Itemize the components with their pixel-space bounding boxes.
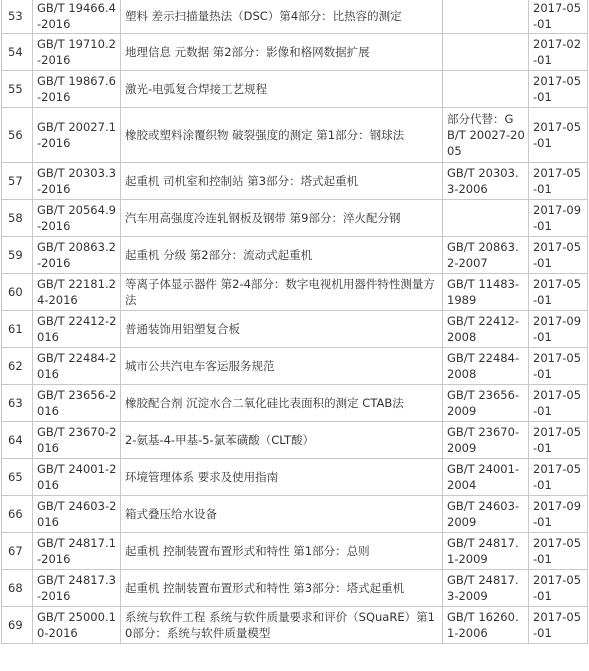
replaced-standard: GB/T 24817.3-2009	[443, 570, 529, 607]
replaced-standard: GB/T 20863.2-2007	[443, 237, 529, 274]
table-row	[2, 311, 588, 348]
replaced-standard	[443, 71, 529, 108]
standard-title: 环境管理体系 要求及使用指南	[121, 459, 443, 496]
replaced-standard: GB/T 20303.3-2006	[443, 163, 529, 200]
standard-code: GB/T 20027.1-2016	[33, 108, 121, 163]
effective-date: 2017-09-01	[529, 200, 588, 237]
effective-date: 2017-05-01	[529, 607, 588, 644]
effective-date: 2017-05-01	[529, 108, 588, 163]
table-row	[2, 200, 588, 237]
standard-code: GB/T 24603-2016	[33, 496, 121, 533]
table-row	[2, 0, 588, 34]
replaced-standard: GB/T 22484-2008	[443, 348, 529, 385]
table-row	[2, 459, 588, 496]
replaced-standard	[443, 200, 529, 237]
standard-code: GB/T 20303.3-2016	[33, 163, 121, 200]
standard-title: 城市公共汽电车客运服务规范	[121, 348, 443, 385]
replaced-standard	[443, 0, 529, 34]
standard-code: GB/T 24817.3-2016	[33, 570, 121, 607]
standard-title: 起重机 控制装置布置形式和特性 第1部分：总则	[121, 533, 443, 570]
table-row	[2, 385, 588, 422]
table-row	[2, 237, 588, 274]
replaced-standard: GB/T 24001-2004	[443, 459, 529, 496]
replaced-standard: GB/T 22412-2008	[443, 311, 529, 348]
replaced-standard: GB/T 11483-1989	[443, 274, 529, 311]
table-row	[2, 422, 588, 459]
table-row	[2, 34, 588, 71]
standard-title: 橡胶配合剂 沉淀水合二氧化硅比表面积的测定 CTAB法	[121, 385, 443, 422]
row-number: 54	[2, 34, 33, 71]
standard-code: GB/T 19867.6-2016	[33, 71, 121, 108]
standard-code: GB/T 22181.24-2016	[33, 274, 121, 311]
table-row	[2, 496, 588, 533]
replaced-standard: 部分代替：GB/T 20027-2005	[443, 108, 529, 163]
standards-table-body	[2, 0, 588, 644]
replaced-standard: GB/T 23656-2009	[443, 385, 529, 422]
table-row	[2, 533, 588, 570]
effective-date: 2017-05-01	[529, 459, 588, 496]
effective-date: 2017-05-01	[529, 348, 588, 385]
table-row	[2, 570, 588, 607]
row-number: 58	[2, 200, 33, 237]
effective-date: 2017-09-01	[529, 496, 588, 533]
row-number: 63	[2, 385, 33, 422]
standard-title: 箱式叠压给水设备	[121, 496, 443, 533]
table-row	[2, 163, 588, 200]
row-number: 57	[2, 163, 33, 200]
standard-title: 起重机 司机室和控制站 第3部分：塔式起重机	[121, 163, 443, 200]
row-number: 65	[2, 459, 33, 496]
effective-date: 2017-05-01	[529, 422, 588, 459]
replaced-standard	[443, 34, 529, 71]
table-row	[2, 274, 588, 311]
row-number: 53	[2, 0, 33, 34]
standard-title: 地理信息 元数据 第2部分：影像和格网数据扩展	[121, 34, 443, 71]
standard-title: 汽车用高强度冷连轧钢板及钢带 第9部分：淬火配分钢	[121, 200, 443, 237]
table-row	[2, 71, 588, 108]
standard-title: 橡胶或塑料涂覆织物 破裂强度的测定 第1部分：钢球法	[121, 108, 443, 163]
row-number: 60	[2, 274, 33, 311]
replaced-standard: GB/T 23670-2009	[443, 422, 529, 459]
row-number: 64	[2, 422, 33, 459]
standard-code: GB/T 19710.2-2016	[33, 34, 121, 71]
effective-date: 2017-05-01	[529, 570, 588, 607]
row-number: 59	[2, 237, 33, 274]
standard-code: GB/T 22484-2016	[33, 348, 121, 385]
standard-code: GB/T 25000.10-2016	[33, 607, 121, 644]
row-number: 69	[2, 607, 33, 644]
effective-date: 2017-05-01	[529, 274, 588, 311]
effective-date: 2017-09-01	[529, 311, 588, 348]
standard-title: 起重机 控制装置布置形式和特性 第3部分：塔式起重机	[121, 570, 443, 607]
row-number: 55	[2, 71, 33, 108]
row-number: 62	[2, 348, 33, 385]
row-number: 56	[2, 108, 33, 163]
effective-date: 2017-05-01	[529, 163, 588, 200]
standard-title: 起重机 分级 第2部分：流动式起重机	[121, 237, 443, 274]
effective-date: 2017-05-01	[529, 237, 588, 274]
effective-date: 2017-05-01	[529, 385, 588, 422]
replaced-standard: GB/T 24817.1-2009	[443, 533, 529, 570]
table-row	[2, 108, 588, 163]
replaced-standard: GB/T 16260.1-2006	[443, 607, 529, 644]
effective-date: 2017-05-01	[529, 71, 588, 108]
row-number: 61	[2, 311, 33, 348]
standard-title: 普通装饰用铝塑复合板	[121, 311, 443, 348]
standard-title: 系统与软件工程 系统与软件质量要求和评价（SQuaRE）第10部分：系统与软件质量模型	[121, 607, 443, 644]
table-row	[2, 348, 588, 385]
standard-code: GB/T 24001-2016	[33, 459, 121, 496]
standard-code: GB/T 20863.2-2016	[33, 237, 121, 274]
replaced-standard: GB/T 24603-2009	[443, 496, 529, 533]
standard-code: GB/T 22412-2016	[33, 311, 121, 348]
standard-code: GB/T 19466.4-2016	[33, 0, 121, 34]
standard-title: 塑料 差示扫描量热法（DSC）第4部分：比热容的测定	[121, 0, 443, 34]
effective-date: 2017-02-01	[529, 34, 588, 71]
standard-title: 2-氨基-4-甲基-5-氯苯磺酸（CLT酸）	[121, 422, 443, 459]
standard-code: GB/T 23656-2016	[33, 385, 121, 422]
standard-code: GB/T 23670-2016	[33, 422, 121, 459]
standard-code: GB/T 20564.9-2016	[33, 200, 121, 237]
row-number: 66	[2, 496, 33, 533]
standard-code: GB/T 24817.1-2016	[33, 533, 121, 570]
standard-title: 等离子体显示器件 第2-4部分：数字电视机用器件特性测量方法	[121, 274, 443, 311]
standard-title: 激光-电弧复合焊接工艺规程	[121, 71, 443, 108]
row-number: 68	[2, 570, 33, 607]
standards-table	[1, 0, 588, 644]
effective-date: 2017-05-01	[529, 533, 588, 570]
row-number: 67	[2, 533, 33, 570]
effective-date: 2017-05-01	[529, 0, 588, 34]
table-row	[2, 607, 588, 644]
